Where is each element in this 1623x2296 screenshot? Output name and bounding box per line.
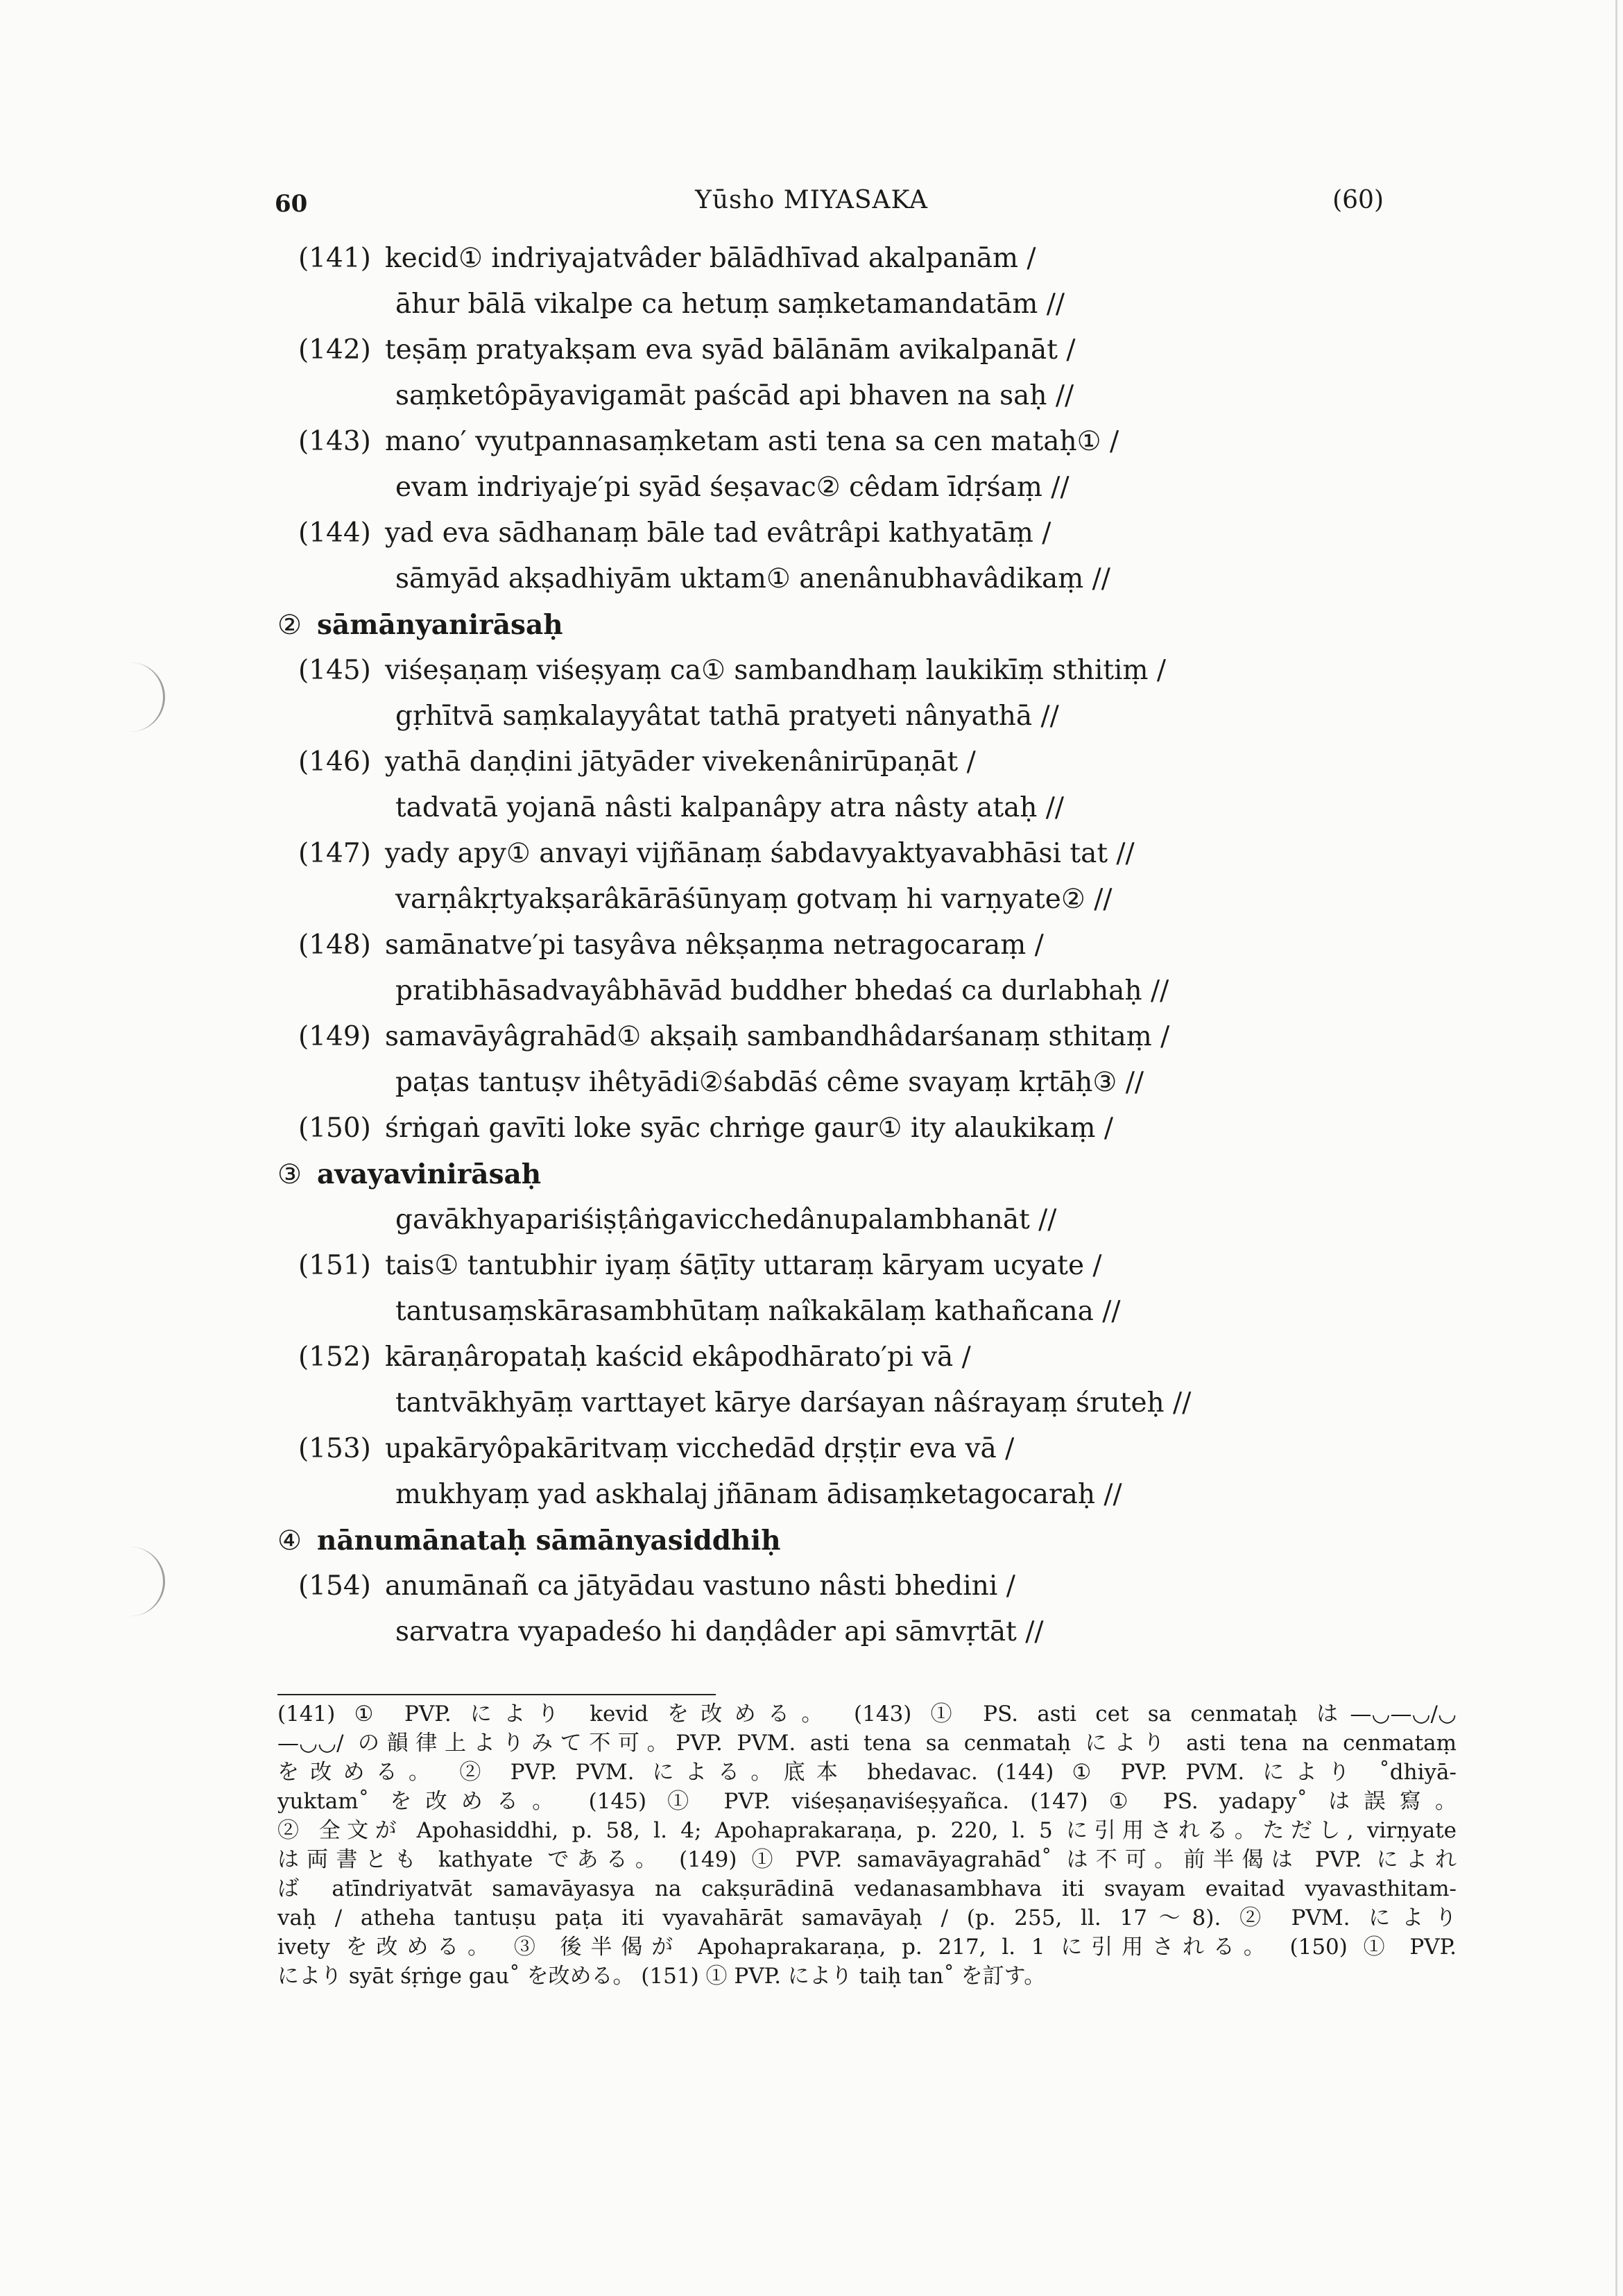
verse-number: (147) <box>298 838 371 869</box>
verse-number: (142) <box>298 334 371 366</box>
verse-line <box>277 1426 1457 1472</box>
verse-pada-second: gṛhītvā saṃkalayyâtat tathā pratyeti nânyathā // <box>395 701 1059 732</box>
section-number: ② <box>277 610 302 641</box>
verse-line <box>277 282 1457 327</box>
verse-line <box>277 1106 1457 1151</box>
section-heading <box>277 602 563 649</box>
verse-number: (151) <box>298 1250 371 1281</box>
verse-line <box>277 1380 1457 1426</box>
verse-pada-second: tantvākhyāṃ varttayet kārye darśayan nâśrayaṃ śruteḥ // <box>395 1387 1192 1419</box>
verse-pada-second: tadvatā yojanā nâsti kalpanâpy atra nâsty ataḥ // <box>395 792 1065 823</box>
verse-line <box>277 648 1457 694</box>
verse-line <box>277 419 1457 465</box>
section-title: sāmānyanirāsaḥ <box>316 609 563 641</box>
verse-pada-first: anumānañ ca jātyādau vastuno nâsti bhedini / <box>385 1570 1015 1602</box>
section-number: ③ <box>277 1159 302 1190</box>
section-heading <box>277 1151 541 1198</box>
verse-line <box>277 968 1457 1014</box>
verse-pada-first: mano′ vyutpannasaṃketam asti tena sa cen mataḥ① / <box>385 426 1119 457</box>
verse-pada-first: yady apy① anvayi vijñānaṃ śabdavyaktyavabhāsi tat // <box>385 838 1135 869</box>
verse-pada-first: samānatve′pi tasyâva nêkṣaṇma netragocaraṃ / <box>385 929 1044 961</box>
verse-pada-first: kecid① indriyajatvâder bālādhīvad akalpanām / <box>385 243 1036 274</box>
section-title: avayavinirāsaḥ <box>316 1158 542 1190</box>
verse-line <box>277 831 1457 877</box>
verse-line <box>277 1060 1457 1106</box>
page-header <box>0 182 1623 223</box>
running-head-author: Yūsho MIYASAKA <box>695 186 928 214</box>
verse-pada-second: sarvatra vyapadeśo hi daṇḍâder api sāmvṛtāt // <box>395 1616 1044 1647</box>
footnote-line: (141) ① PVP. により kevid を改める。 (143) ① PS. asti cet sa cenmataḥ は—◡—◡/◡ <box>277 1702 1457 1727</box>
verse-line <box>277 511 1457 556</box>
section-heading-line <box>277 602 1457 648</box>
verse-line <box>277 923 1457 968</box>
verse-number: (152) <box>298 1342 371 1373</box>
verse-line <box>277 694 1457 739</box>
verse-line <box>277 739 1457 785</box>
footnote-line: vaḥ / atheha tantuṣu paṭa iti vyavahārāt samavāyaḥ / (p. 255, ll. 17～8). ② PVM. により <box>277 1905 1457 1930</box>
verse-number: (145) <box>298 655 371 686</box>
verse-line <box>277 465 1457 511</box>
verse-line <box>277 1014 1457 1060</box>
verse-pada-second: pratibhāsadvayâbhāvād buddher bhedaś ca durlabhaḥ // <box>395 975 1169 1006</box>
verse-pada-first: teṣāṃ pratyakṣam eva syād bālānām avikalpanāt / <box>385 334 1076 366</box>
verse-number: (150) <box>298 1113 371 1144</box>
binding-hole-mark <box>121 1547 165 1616</box>
verse-line <box>277 1563 1457 1609</box>
footnote-line: ② 全文が Apohasiddhi, p. 58, l. 4; Apohaprakaraṇa, p. 220, l. 5 に引用される。ただし, virṇyate <box>277 1818 1457 1843</box>
verse-number: (143) <box>298 426 371 457</box>
footnote-line: を改める。 ② PVP. PVM. による。底本 bhedavac. (144) ① PVP. PVM. により ˚dhiyā- <box>277 1760 1457 1785</box>
verse-text-block <box>277 236 1457 1655</box>
verse-pada-second: saṃketôpāyavigamāt paścād api bhaven na saḥ // <box>395 380 1074 411</box>
verse-pada-second: evam indriyaje′pi syād śeṣavac② cêdam īdṛśaṃ // <box>395 472 1070 503</box>
verse-pada-first: yad eva sādhanaṃ bāle tad evâtrâpi kathyatāṃ / <box>385 517 1051 549</box>
footnote-divider <box>277 1694 716 1695</box>
verse-line <box>277 1289 1457 1335</box>
verse-line <box>277 236 1457 282</box>
verse-pada-first: śrṅgaṅ gavīti loke syāc chrṅge gaur① ity alaukikaṃ / <box>385 1113 1114 1144</box>
verse-number: (146) <box>298 746 371 778</box>
verse-pada-second: sāmyād akṣadhiyām uktam① anenânubhavâdikaṃ // <box>395 563 1110 594</box>
verse-number: (144) <box>298 517 371 549</box>
section-heading <box>277 1518 781 1564</box>
verse-number: (141) <box>298 243 371 274</box>
verse-line <box>277 327 1457 373</box>
verse-number: (149) <box>298 1021 371 1052</box>
section-heading-line <box>277 1151 1457 1197</box>
footnote-line: yuktam˚ を改める。 (145) ① PVP. viśeṣaṇaviśeṣyañca. (147) ① PS. yadapy˚ は誤寫。 <box>277 1789 1457 1814</box>
verse-line <box>277 785 1457 831</box>
verse-pada-second: gavākhyapariśiṣṭâṅgavicchedânupalambhanāt // <box>395 1204 1057 1235</box>
verse-line <box>277 556 1457 602</box>
verse-line <box>277 1243 1457 1289</box>
verse-pada-first: upakāryôpakāritvaṃ vicchedād dṛṣṭir eva vā / <box>385 1433 1015 1464</box>
page-number-bracketed: (60) <box>1332 186 1384 214</box>
verse-line <box>277 877 1457 923</box>
verse-pada-first: tais① tantubhir iyaṃ śāṭīty uttaraṃ kāryam ucyate / <box>385 1250 1102 1281</box>
verse-pada-second: mukhyaṃ yad askhalaj jñānam ādisaṃketagocaraḥ // <box>395 1479 1122 1510</box>
verse-line <box>277 1335 1457 1380</box>
footnote-line: —◡◡/ の韻律上よりみて不可。PVP. PVM. asti tena sa cenmataḥ により asti tena na cenmataṃ <box>277 1731 1457 1756</box>
footnote-line: は両書とも kathyate である。 (149) ① PVP. samavāyagrahād˚ は不可。前半偈は PVP. によれ <box>277 1847 1457 1872</box>
footnote-line: ば atīndriyatvāt samavāyasya na cakṣurādinā vedanasambhava iti svayam evaitad vyavasthitam- <box>277 1876 1457 1901</box>
verse-line <box>277 373 1457 419</box>
verse-number: (148) <box>298 929 371 961</box>
section-title: nānumānataḥ sāmānyasiddhiḥ <box>316 1525 781 1557</box>
footnote-line: により syāt śṛṅge gau˚ を改める。 (151) ① PVP. により taiḥ tan˚ を訂す。 <box>277 1964 1046 1989</box>
section-number: ④ <box>277 1525 302 1557</box>
verse-pada-first: kāraṇâropataḥ kaścid ekâpodhārato′pi vā / <box>385 1342 971 1373</box>
verse-number: (153) <box>298 1433 371 1464</box>
verse-pada-first: yathā daṇḍini jātyāder vivekenânirūpaṇāt / <box>385 746 976 778</box>
footnote-line: ivety を改める。 ③ 後半偈が Apohaprakaraṇa, p. 217, l. 1 に引用される。 (150) ① PVP. <box>277 1935 1457 1960</box>
verse-line <box>277 1197 1457 1243</box>
verse-pada-second: paṭas tantuṣv ihêtyādi②śabdāś cême svayaṃ kṛtāḥ③ // <box>395 1067 1144 1098</box>
verse-pada-second: varṇâkṛtyakṣarâkārāśūnyaṃ gotvaṃ hi varṇyate② // <box>395 884 1113 915</box>
verse-pada-second: āhur bālā vikalpe ca hetuṃ saṃketamandatām // <box>395 289 1065 320</box>
verse-pada-first: samavāyâgrahād① akṣaiḥ sambandhâdarśanaṃ sthitaṃ / <box>385 1021 1170 1052</box>
verse-pada-second: tantusaṃskārasambhūtaṃ naîkakālaṃ kathañcana // <box>395 1296 1121 1327</box>
binding-hole-mark <box>121 662 165 732</box>
verse-number: (154) <box>298 1570 371 1602</box>
page-number: 60 <box>275 190 308 218</box>
section-heading-line <box>277 1518 1457 1563</box>
verse-line <box>277 1472 1457 1518</box>
verse-pada-first: viśeṣaṇaṃ viśeṣyaṃ ca① sambandhaṃ laukikīṃ sthitiṃ / <box>385 655 1167 686</box>
verse-line <box>277 1609 1457 1655</box>
page-edge <box>1615 0 1617 2296</box>
footnotes <box>277 1699 1457 1991</box>
